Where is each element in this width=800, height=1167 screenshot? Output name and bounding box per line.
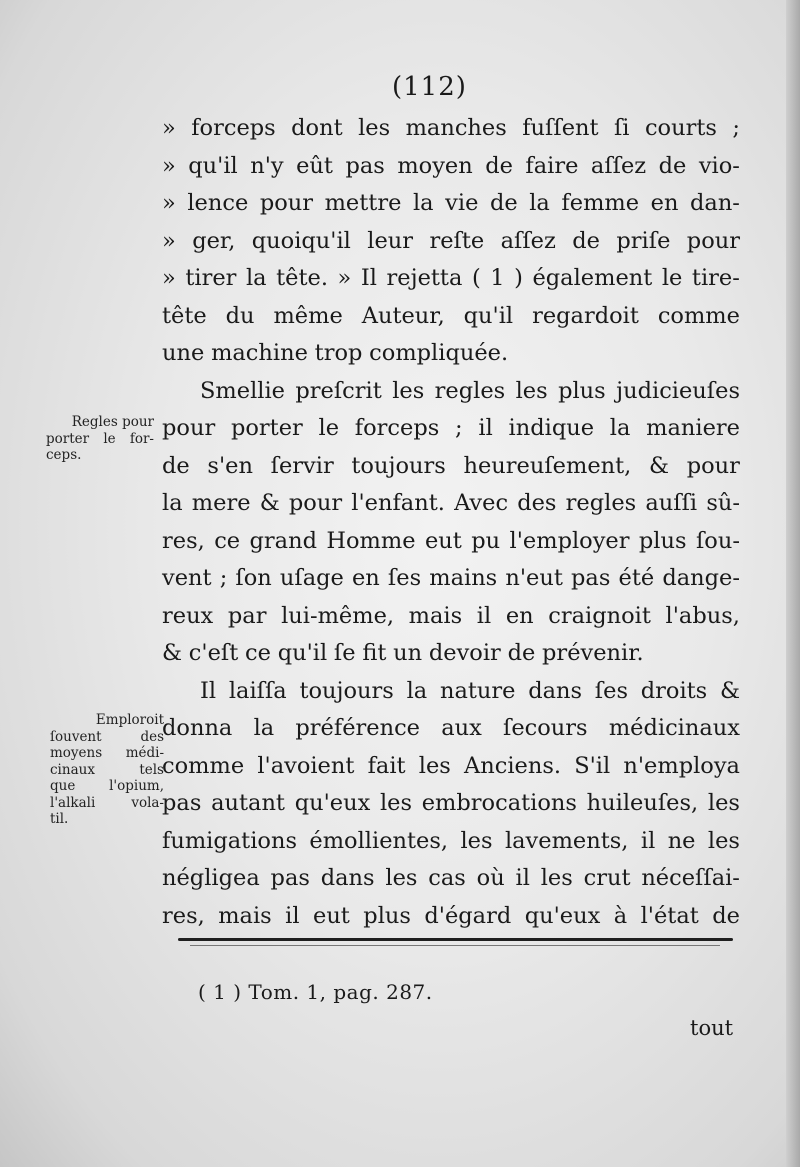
word: la bbox=[162, 490, 183, 516]
margin-note-line bbox=[50, 729, 164, 746]
word: S'il bbox=[574, 752, 611, 779]
margin-note-line bbox=[50, 795, 164, 812]
margin-word: cinaux bbox=[50, 761, 95, 778]
word: donna bbox=[162, 715, 233, 741]
word: lence bbox=[187, 190, 249, 216]
word: res, bbox=[162, 902, 205, 929]
word: eût bbox=[296, 152, 333, 179]
word: ſes bbox=[594, 677, 628, 704]
word: de bbox=[658, 152, 687, 179]
word: émollientes, bbox=[309, 827, 449, 854]
word: tête. bbox=[276, 265, 328, 291]
word: devoir bbox=[428, 640, 501, 666]
word: preſcrit bbox=[295, 377, 382, 404]
word: fit bbox=[362, 640, 387, 666]
word: ſecours bbox=[503, 715, 588, 741]
word: huileuſes, bbox=[586, 790, 699, 816]
word: » bbox=[162, 265, 176, 291]
word: compliquée. bbox=[369, 340, 509, 366]
word: les bbox=[358, 115, 391, 141]
word: s'en bbox=[207, 452, 253, 479]
word: les bbox=[379, 790, 413, 816]
catchword: tout bbox=[690, 1016, 734, 1040]
word: leur bbox=[367, 227, 414, 254]
word: l'enfant. bbox=[351, 490, 445, 516]
word: aux bbox=[441, 715, 482, 741]
word: dont bbox=[291, 115, 343, 141]
word: laiſſa bbox=[228, 677, 287, 704]
word: fuſſent bbox=[522, 115, 599, 141]
word: eut bbox=[424, 527, 462, 554]
word: sû- bbox=[706, 490, 740, 516]
page-number: (112) bbox=[392, 72, 467, 102]
margin-word: l'opium, bbox=[109, 778, 164, 794]
word: pour bbox=[259, 190, 314, 216]
word: d'égard bbox=[424, 902, 512, 929]
word: à bbox=[613, 902, 628, 929]
word: négligea bbox=[162, 865, 260, 891]
word: il bbox=[478, 415, 493, 441]
word: les bbox=[707, 790, 740, 816]
word: trop bbox=[314, 340, 363, 366]
text-line bbox=[162, 898, 740, 936]
word: pour bbox=[288, 490, 343, 516]
word: eut bbox=[313, 902, 350, 929]
footnote-rule-shadow bbox=[190, 945, 720, 946]
text-line bbox=[162, 823, 740, 861]
word: grand bbox=[249, 527, 317, 554]
word: ſes bbox=[387, 565, 422, 591]
word: manches bbox=[405, 115, 507, 141]
word: judicieuſes bbox=[616, 377, 740, 404]
word: priſe bbox=[616, 227, 671, 254]
word: maniere bbox=[646, 415, 740, 441]
text-line bbox=[162, 410, 740, 448]
word: pour bbox=[162, 415, 216, 441]
word: mains bbox=[429, 565, 498, 591]
word: n'eut bbox=[505, 565, 563, 591]
word: Avec bbox=[454, 490, 509, 516]
word: » bbox=[162, 152, 176, 179]
word: machine bbox=[211, 340, 308, 366]
word: dan- bbox=[690, 190, 740, 216]
word: de bbox=[572, 227, 600, 254]
footnote: ( 1 ) Tom. 1, pag. 287. bbox=[198, 980, 433, 1004]
word: 1 bbox=[490, 265, 505, 291]
margin-word: l'alkali bbox=[50, 794, 96, 811]
word: en bbox=[650, 190, 679, 216]
text-line bbox=[162, 523, 740, 561]
margin-word: le bbox=[103, 430, 116, 447]
word: moyen bbox=[397, 152, 473, 179]
word: ce bbox=[245, 640, 271, 666]
word: plus bbox=[363, 902, 411, 929]
word: vent bbox=[162, 565, 212, 591]
margin-word: des bbox=[140, 728, 164, 745]
word: ; bbox=[219, 565, 228, 591]
word: été bbox=[618, 565, 655, 591]
word: le bbox=[318, 415, 340, 441]
word: des bbox=[517, 490, 557, 516]
word: qu'eux bbox=[524, 902, 601, 929]
text-line bbox=[162, 373, 740, 411]
margin-note-line bbox=[50, 778, 164, 795]
word: mais bbox=[408, 602, 463, 629]
word: mais bbox=[218, 902, 272, 929]
word: ce bbox=[214, 527, 241, 554]
word: Smellie bbox=[200, 377, 285, 404]
word: » bbox=[162, 190, 176, 216]
word: regles bbox=[565, 490, 637, 516]
word: fait bbox=[367, 752, 406, 779]
word: les bbox=[540, 865, 573, 891]
word: où bbox=[476, 865, 505, 891]
word: » bbox=[162, 227, 176, 254]
word: ; bbox=[732, 115, 740, 141]
word: dans bbox=[528, 677, 583, 704]
word: de bbox=[712, 902, 740, 929]
word: aſſez bbox=[500, 227, 556, 254]
word: de bbox=[489, 190, 518, 216]
margin-note-line: Emploroit bbox=[95, 712, 164, 728]
word: ne bbox=[667, 827, 696, 854]
word: l'employer bbox=[509, 527, 630, 554]
word: porter bbox=[230, 415, 303, 441]
word: indique bbox=[508, 415, 595, 441]
margin-note-line: til. bbox=[50, 811, 69, 827]
word: la bbox=[253, 715, 275, 741]
word: préférence bbox=[295, 715, 420, 741]
word: nature bbox=[439, 677, 516, 704]
margin-note-remedies bbox=[50, 712, 164, 828]
word: la bbox=[529, 190, 550, 216]
word: il bbox=[285, 902, 300, 929]
margin-note-forceps bbox=[46, 414, 154, 464]
text-line bbox=[162, 635, 740, 673]
word: un bbox=[393, 640, 423, 666]
word: l'avoient bbox=[257, 752, 355, 779]
word: plus bbox=[638, 527, 687, 554]
word: toujours bbox=[351, 452, 446, 479]
margin-word: tels bbox=[139, 761, 164, 778]
word: de bbox=[507, 640, 536, 666]
word: même bbox=[273, 302, 343, 329]
margin-note-line: Regles pour bbox=[71, 414, 154, 430]
word: de bbox=[162, 452, 190, 479]
margin-word: for- bbox=[129, 430, 154, 447]
margin-word: porter bbox=[46, 430, 90, 447]
word: ſon bbox=[235, 565, 272, 591]
word: reſte bbox=[429, 227, 485, 254]
word: qu'il bbox=[277, 640, 328, 666]
word: femme bbox=[561, 190, 640, 216]
word: néceſſai- bbox=[641, 865, 740, 891]
word: les bbox=[418, 752, 451, 779]
word: une bbox=[162, 340, 205, 366]
word: en bbox=[351, 565, 380, 591]
word: la bbox=[609, 415, 631, 441]
word: l'abus, bbox=[665, 602, 740, 629]
word: qu'eux bbox=[294, 790, 371, 816]
word: il bbox=[640, 827, 656, 854]
word: par bbox=[227, 602, 267, 629]
word: n'employa bbox=[623, 752, 740, 779]
word: le bbox=[661, 265, 683, 291]
text-line bbox=[162, 298, 740, 336]
word: Homme bbox=[326, 527, 416, 554]
word: la bbox=[245, 265, 267, 291]
margin-note-line bbox=[46, 431, 154, 448]
word: les bbox=[460, 827, 493, 854]
word: dans bbox=[320, 865, 375, 891]
word: ; bbox=[455, 415, 463, 441]
word: auſſi bbox=[645, 490, 698, 516]
word: heureuſement, bbox=[463, 452, 632, 479]
text-line bbox=[162, 260, 740, 298]
word: plus bbox=[558, 377, 606, 404]
word: & bbox=[649, 452, 670, 479]
word: tête bbox=[162, 302, 207, 329]
text-line bbox=[162, 785, 740, 823]
word: res, bbox=[162, 527, 205, 554]
word: il bbox=[476, 602, 492, 629]
word: ( bbox=[471, 265, 481, 291]
word: pas bbox=[270, 865, 310, 891]
word: l'état bbox=[640, 902, 699, 929]
word: les bbox=[707, 827, 740, 854]
word: pas bbox=[162, 790, 202, 816]
text-line bbox=[162, 748, 740, 786]
body-text bbox=[162, 110, 740, 935]
word: forceps bbox=[191, 115, 276, 141]
text-line bbox=[162, 485, 740, 523]
word: droits bbox=[640, 677, 708, 704]
margin-word: moyens bbox=[50, 745, 103, 761]
word: & bbox=[719, 677, 740, 704]
word: uſage bbox=[279, 565, 344, 591]
margin-word: médi- bbox=[125, 745, 164, 761]
word: pour bbox=[686, 227, 740, 254]
word: comme bbox=[162, 752, 245, 779]
word: courts bbox=[644, 115, 717, 141]
word: Anciens. bbox=[463, 752, 562, 779]
word: Il bbox=[200, 677, 217, 704]
word: tirer bbox=[185, 265, 237, 291]
word: en bbox=[505, 602, 534, 629]
text-line bbox=[162, 673, 740, 711]
word: vio- bbox=[698, 152, 740, 179]
footnote-rule bbox=[178, 938, 733, 941]
word: lui-même, bbox=[281, 602, 395, 629]
word: n'y bbox=[250, 152, 284, 179]
word: qu'il bbox=[463, 302, 514, 329]
word: vie bbox=[445, 190, 479, 216]
word: craignoit bbox=[548, 602, 651, 629]
word: reux bbox=[162, 602, 214, 629]
word: c'eſt bbox=[188, 640, 239, 666]
word: fumigations bbox=[162, 827, 297, 854]
word: pu bbox=[471, 527, 501, 554]
margin-note-line: ceps. bbox=[46, 447, 82, 463]
word: ſou- bbox=[695, 527, 740, 554]
margin-word: que bbox=[50, 778, 76, 794]
word: ſervir bbox=[270, 452, 334, 479]
word: ) bbox=[514, 265, 523, 291]
word: il bbox=[515, 865, 530, 891]
word: & bbox=[162, 640, 183, 666]
word: les bbox=[385, 865, 418, 891]
text-line bbox=[162, 860, 740, 898]
word: du bbox=[225, 302, 255, 329]
word: ger, bbox=[192, 227, 236, 254]
text-line bbox=[162, 148, 740, 186]
text-line bbox=[162, 223, 740, 261]
text-line bbox=[162, 335, 740, 373]
word: Il bbox=[360, 265, 377, 291]
text-line bbox=[162, 110, 740, 148]
word: » bbox=[337, 265, 352, 291]
word: la bbox=[406, 677, 428, 704]
margin-note-line bbox=[50, 745, 164, 762]
page-edge-shadow bbox=[786, 0, 800, 1167]
word: toujours bbox=[299, 677, 394, 704]
word: » bbox=[162, 115, 176, 141]
word: pas bbox=[345, 152, 385, 179]
word: tire- bbox=[691, 265, 740, 291]
word: mettre bbox=[324, 190, 402, 216]
word: mere bbox=[191, 490, 251, 516]
margin-note-line bbox=[50, 762, 164, 779]
text-line bbox=[162, 185, 740, 223]
word: pas bbox=[571, 565, 611, 591]
word: rejetta bbox=[386, 265, 463, 291]
word: faire bbox=[525, 152, 579, 179]
word: cas bbox=[428, 865, 466, 891]
word: autant bbox=[211, 790, 285, 816]
word: forceps bbox=[354, 415, 440, 441]
word: embrocations bbox=[421, 790, 577, 816]
word: quoiqu'il bbox=[251, 227, 351, 254]
word: qu'il bbox=[188, 152, 238, 179]
word: prévenir. bbox=[542, 640, 644, 666]
text-line bbox=[162, 448, 740, 486]
word: ſe bbox=[333, 640, 356, 666]
word: ſi bbox=[613, 115, 630, 141]
word: Auteur, bbox=[361, 302, 445, 329]
word: les bbox=[392, 377, 425, 404]
word: & bbox=[259, 490, 280, 516]
text-line bbox=[162, 710, 740, 748]
word: dange- bbox=[662, 565, 740, 591]
word: de bbox=[485, 152, 513, 179]
word: les bbox=[515, 377, 548, 404]
word: aſſez bbox=[590, 152, 647, 179]
margin-word: ſouvent bbox=[50, 728, 102, 745]
word: la bbox=[412, 190, 434, 216]
word: crut bbox=[583, 865, 631, 891]
word: également bbox=[532, 265, 653, 291]
word: médicinaux bbox=[608, 715, 740, 741]
text-line bbox=[162, 560, 740, 598]
word: pour bbox=[686, 452, 740, 479]
word: regardoit bbox=[532, 302, 639, 329]
text-line bbox=[162, 598, 740, 636]
word: lavements, bbox=[504, 827, 629, 854]
word: regles bbox=[434, 377, 506, 404]
margin-word: vola- bbox=[131, 794, 164, 811]
word: comme bbox=[657, 302, 740, 329]
